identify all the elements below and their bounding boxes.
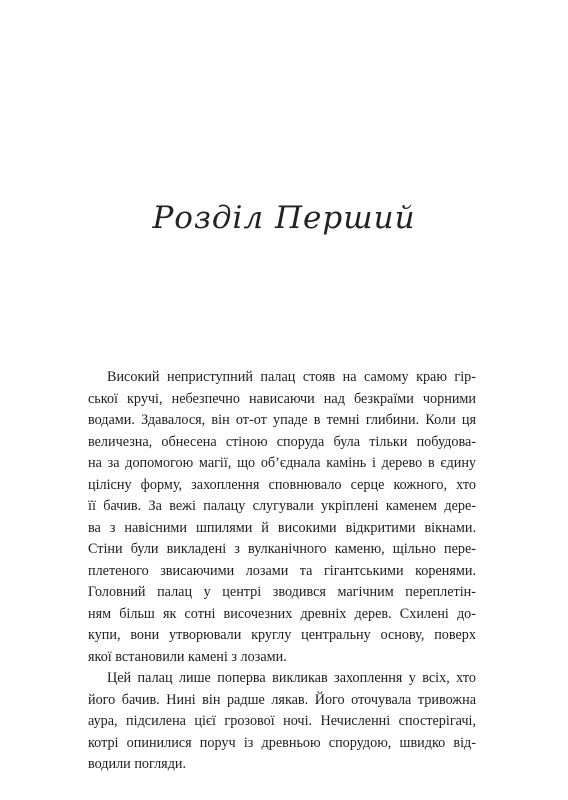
chapter-body: [88, 367, 476, 776]
paragraph-2: [88, 668, 476, 776]
text-line: величезна, обнесена стіною споруда була тільки побудова-: [88, 433, 476, 450]
chapter-title: Розділ Перший: [152, 200, 416, 236]
text-line: Головний палац у центрі зводився магічним переплетін-: [88, 584, 476, 600]
text-line: аура, підсилена цієї грозової ночі. Нечисленні спостерігачі,: [88, 713, 476, 729]
paragraph-1: [88, 367, 476, 668]
text-line: ва з навісними шпилями й високими відкритими вікнами.: [88, 519, 476, 536]
text-line: цілісну форму, захоплення сповнювало серце кожного, хто: [88, 476, 476, 493]
text-line: Стіни були викладені з вулканічного каменю, щільно пере-: [88, 541, 476, 557]
text-line: водили погляди.: [88, 756, 187, 772]
text-line: Цей палац лише поперва викликав захоплення у всіх, хто: [107, 670, 476, 686]
text-line: купи, вони утворювали круглу центральну основу, поверх: [88, 627, 476, 643]
text-line: водами. Здавалося, він от-от упаде в темні глибини. Коли ця: [88, 412, 476, 428]
text-line: котрі опинилися поруч із древньою спорудою, швидко від-: [88, 734, 476, 751]
text-line: ням більш як сотні височезних древніх дерев. Схилені до-: [88, 605, 476, 622]
text-line: плетеного звисаючими лозами та гігантськими коренями.: [88, 562, 476, 579]
text-line: якої встановили камені з лозами.: [88, 648, 287, 665]
text-line: ської кручі, небезпечно нависаючи над безкраїми чорними: [88, 390, 476, 407]
text-line: на за допомогою магії, що об’єднала камінь і дерево в єдину: [88, 455, 476, 471]
text-line: її бачив. За вежі палацу слугували укріплені каменем дере-: [88, 498, 476, 514]
text-line: Високий неприступний палац стояв на самому краю гір-: [107, 369, 476, 385]
text-line: його бачив. Нині він радше лякав. Його оточувала тривожна: [88, 691, 476, 708]
